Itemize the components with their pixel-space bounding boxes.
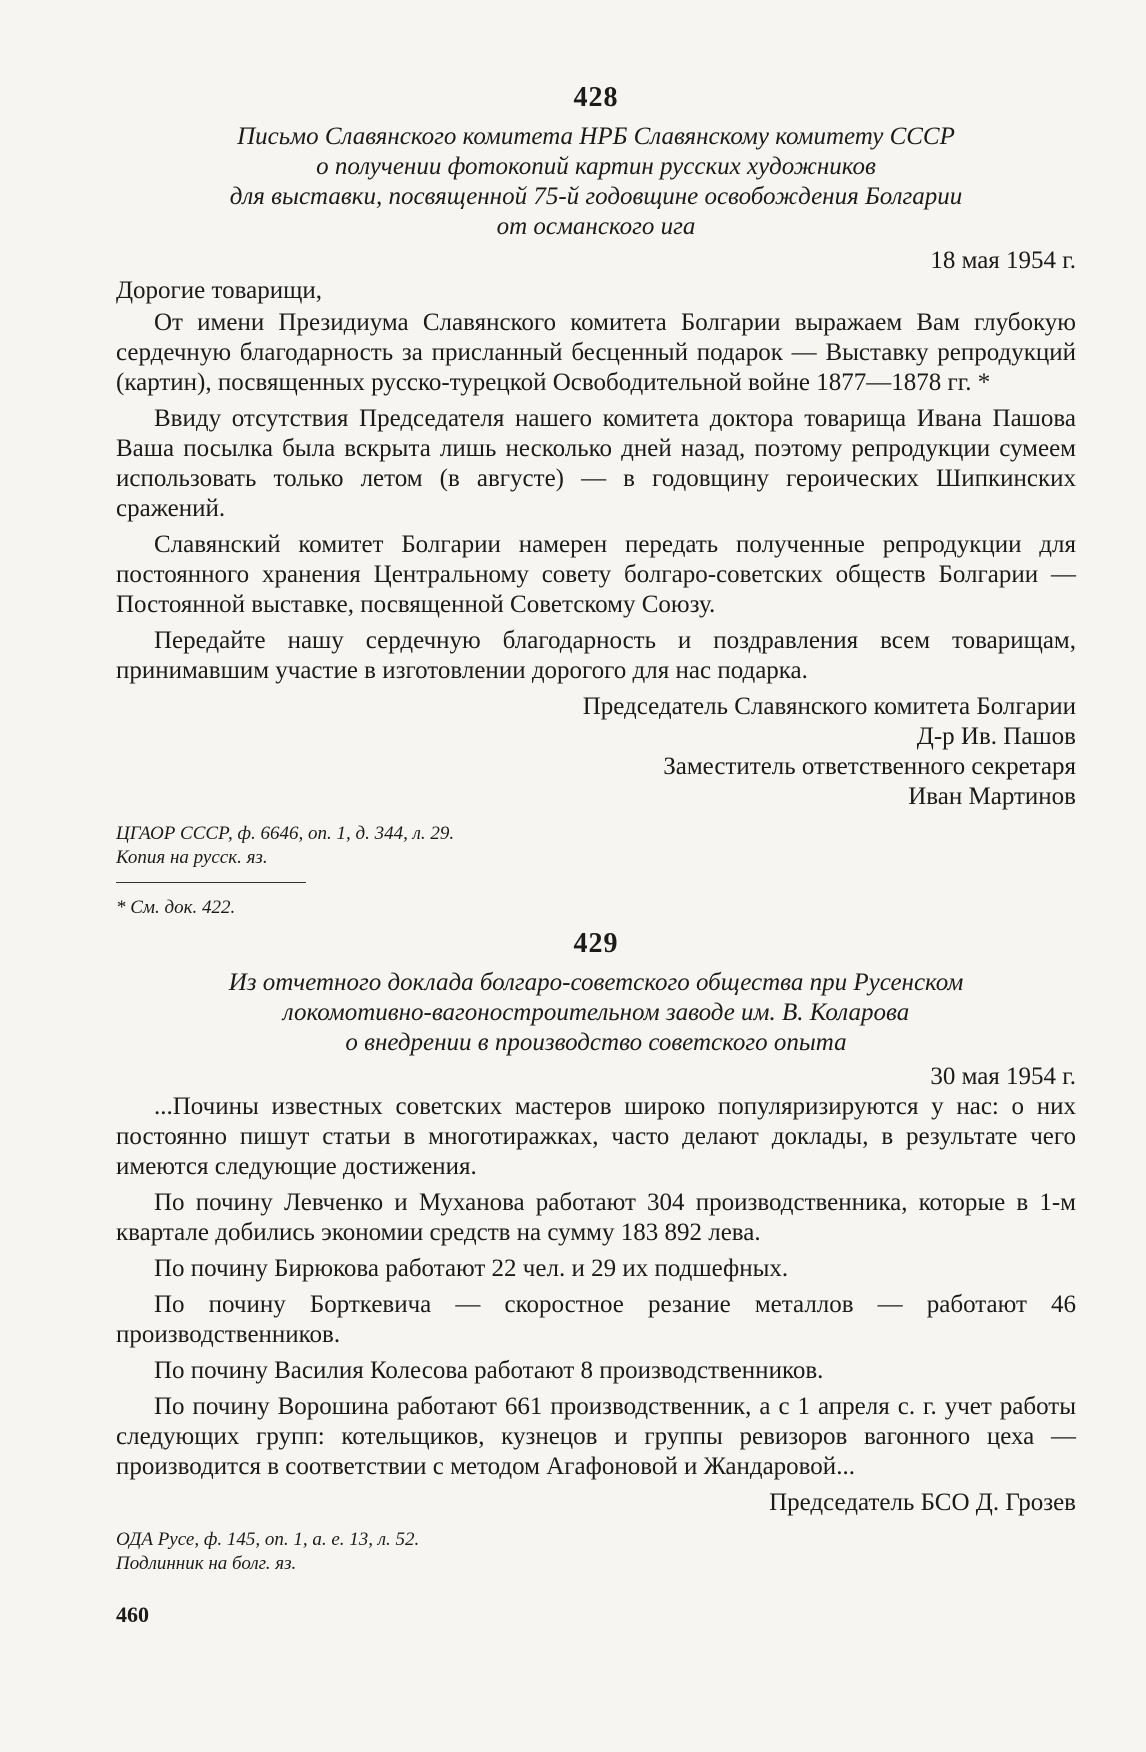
heading-line: для выставки, посвященной 75-й годовщине освобождения Болгарии [229,183,963,210]
paragraph: По почину Василия Колесова работают 8 производственников. [154,1357,824,1384]
salutation: Дорогие товарищи, [116,277,322,304]
paragraph: По почину Левченко и Муханова работают 304 производственника, которые в 1-м квартале добились экономии средств на сумму 183 892 лева. [116,1189,1076,1246]
paragraph: Славянский комитет Болгарии намерен передать полученные репродукции для постоянного хранения Центральному совету болгаро-советских обществ Болгарии — Постоянной выставке, посвященной Советскому Союзу. [116,531,1076,618]
signature-title: Заместитель ответственного секретаря [663,753,1076,780]
document-429-heading [116,968,1076,1058]
paragraph: По почину Ворошина работают 661 производственник, а с 1 апреля с. г. учет работы следующих групп: котельщиков, кузнецов и группы ревизоров вагонного цеха — производится в соответствии с методом Агафоновой и Жандаровой... [116,1393,1076,1480]
heading-line: Письмо Славянского комитета НРБ Славянскому комитету СССР [237,123,955,150]
archive-line: ОДА Русе, ф. 145, оп. 1, а. е. 13, л. 52. [116,1529,420,1550]
signature-name: Д-р Ив. Пашов [916,723,1076,750]
archive-line: Копия на русск. яз. [116,847,268,868]
archive-line: Подлинник на болг. яз. [116,1553,297,1574]
archive-reference-428 [116,822,1076,870]
paragraph: По почину Бирюкова работают 22 чел. и 29 их подшефных. [154,1255,789,1282]
signature-name: Иван Мартинов [908,783,1076,810]
paragraph: От имени Президиума Славянского комитета Болгарии выражаем Вам глубокую сердечную благодарность за присланный бесценный подарок — Выставку репродукций (картин), посвященных русско-турецкой Освободительной войне 1877—1878 гг. * [116,309,1076,396]
paragraph: По почину Борткевича — скоростное резание металлов — работают 46 производственников. [116,1291,1076,1348]
footnote: * См. док. 422. [116,882,1076,920]
document-428-heading [116,122,1076,242]
heading-line: локомотивно-вагоностроительном заводе им. В. Коларова [282,999,910,1026]
document-428-date: 18 мая 1954 г. [930,247,1076,274]
document-page [116,82,1076,1628]
archive-line: ЦГАОР СССР, ф. 6646, оп. 1, д. 344, л. 29. [116,823,455,844]
heading-line: Из отчетного доклада болгаро-советского общества при Русенском [228,969,964,996]
signature-title: Председатель Славянского комитета Болгарии [582,693,1076,720]
paragraph: Ввиду отсутствия Председателя нашего комитета доктора товарища Ивана Пашова Ваша посылка была вскрыта лишь несколько дней назад, поэтому репродукции сумеем использовать только летом (в августе) — в годовщину героических Шипкинских сражений. [116,405,1076,522]
page-number: 460 [116,1602,149,1627]
heading-line: от османского ига [496,213,696,240]
archive-reference-429 [116,1528,1076,1576]
document-429-date: 30 мая 1954 г. [930,1063,1076,1090]
paragraph: ...Почины известных советских мастеров широко популяризируются у нас: о них постоянно пишут статьи в многотиражках, часто делают доклады, в результате чего имеются следующие достижения. [116,1093,1076,1180]
document-number-429: 429 [573,928,619,959]
paragraph: Передайте нашу сердечную благодарность и поздравления всем товарищам, принимавшим участие в изготовлении дорогого для нас подарка. [116,627,1076,684]
signature: Председатель БСО Д. Грозев [769,1489,1076,1516]
heading-line: о внедрении в производство советского опыта [345,1029,847,1056]
heading-line: о получении фотокопий картин русских художников [316,153,876,180]
document-number-428: 428 [573,82,619,113]
